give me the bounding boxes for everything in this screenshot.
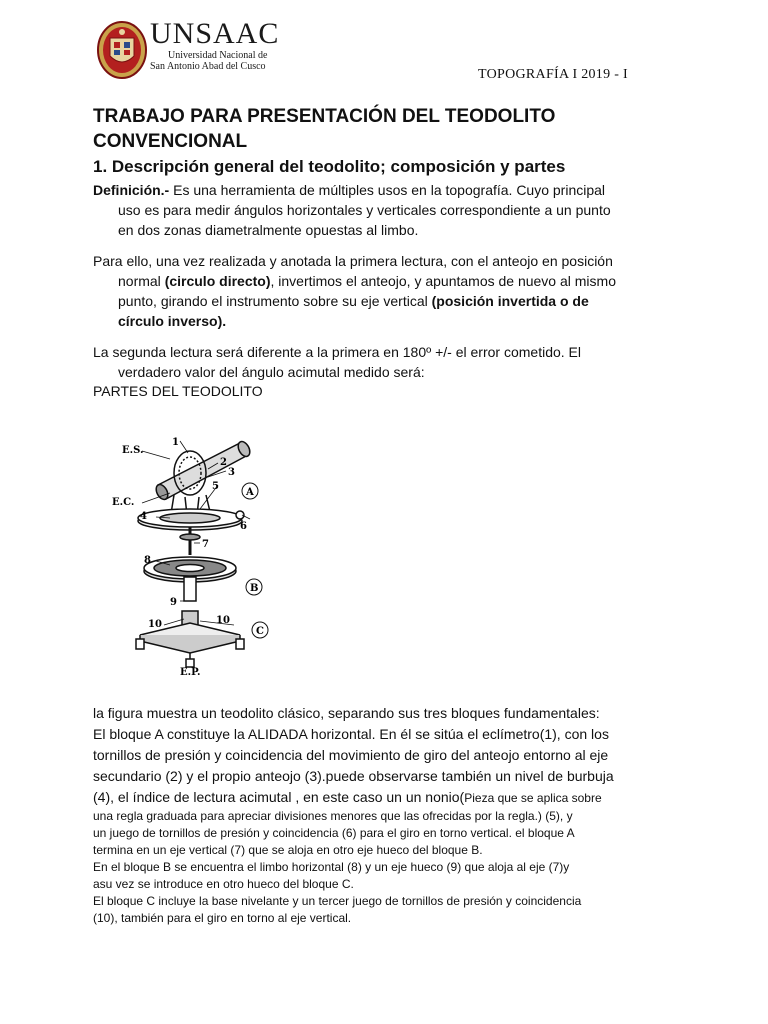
desc-line-10: asu vez se introduce en otro hueco del bloque C. (93, 877, 354, 891)
alidade-disc-drawing (138, 509, 244, 555)
figure-label-8: 8 (144, 555, 151, 566)
course-label: TOPOGRAFÍA I 2019 - I (478, 67, 628, 82)
definition-line-2: uso es para medir ángulos horizontales y verticales correspondiente a un punto (118, 202, 611, 218)
desc-line-5a: (4), el índice de lectura acimutal , en este caso un un nonio( (93, 789, 465, 805)
figure-label-2: 2 (220, 457, 227, 468)
figure-label-3: 3 (228, 467, 235, 478)
figure-label-ep: E.P. (180, 667, 201, 678)
definition-paragraph (93, 180, 683, 240)
figure-label-5: 5 (212, 481, 219, 492)
telescope-drawing (154, 440, 252, 520)
figure-label-7: 7 (202, 539, 209, 550)
definition-line-1: Es una herramienta de múltiples usos en la topografía. Cuyo principal (169, 182, 606, 198)
desc-line-3: tornillos de presión y coincidencia del movimiento de giro del anteojo entorno al eje (93, 747, 609, 763)
document-title: TRABAJO PARA PRESENTACIÓN DEL TEODOLITO CONVENCIONAL (93, 106, 556, 152)
desc-line-8: termina en un eje vertical (7) que se aloja en otro eje hueco del bloque B. (93, 843, 483, 857)
figure-label-1: 1 (172, 437, 179, 448)
desc-line-6: una regla graduada para apreciar divisiones menores que las ofrecidas por la regla.) (5), y (93, 809, 573, 823)
figure-label-10-left: 10 (148, 619, 162, 630)
definition-line-3: en dos zonas diametralmente opuestas al limbo. (118, 222, 419, 238)
figure-label-es: E.S. (122, 445, 144, 456)
figure-description (93, 703, 683, 927)
desc-line-5b: Pieza que se aplica sobre (464, 791, 602, 805)
procedure-line-3a: punto, girando el instrumento sobre su eje vertical (118, 293, 432, 309)
procedure-bold-inverse: círculo inverso). (118, 313, 227, 329)
figure-label-c: C (256, 626, 264, 637)
desc-line-12: (10), también para el giro en torno al eje vertical. (93, 911, 352, 925)
figure-label-b: B (250, 583, 259, 594)
desc-line-9: En el bloque B se encuentra el limbo horizontal (8) y un eje hueco (9) que aloja al eje (7)y (93, 860, 570, 874)
brand-name: UNSAAC (150, 17, 280, 50)
brand-subtitle-2: San Antonio Abad del Cusco (150, 61, 266, 72)
reading-paragraph (93, 342, 683, 382)
procedure-paragraph (93, 251, 683, 331)
section-heading: 1. Descripción general del teodolito; composición y partes (93, 157, 566, 176)
desc-line-2: El bloque A constituye la ALIDADA horizontal. En él se sitúa el eclímetro(1), con los (93, 726, 609, 742)
procedure-line-1: Para ello, una vez realizada y anotada la primera lectura, con el anteojo en posición (93, 253, 613, 269)
reading-line-1: La segunda lectura será diferente a la primera en 180º +/- el error cometido. El (93, 344, 581, 360)
desc-line-11: El bloque C incluye la base nivelante y un tercer juego de tornillos de presión y coincidencia (93, 894, 582, 908)
figure-label-10-right: 10 (216, 615, 230, 626)
figure-label-9: 9 (170, 597, 177, 608)
desc-line-1: la figura muestra un teodolito clásico, separando sus tres bloques fundamentales: (93, 705, 600, 721)
desc-line-7: un juego de tornillos de presión y coincidencia (6) para el giro en torno vertical. el bloque A (93, 826, 575, 840)
brand-block (150, 18, 279, 72)
limbo-disc-drawing (144, 557, 236, 601)
figure-label-a: A (246, 487, 254, 498)
procedure-line-2a: normal (118, 273, 165, 289)
figure-label-ec: E.C. (112, 497, 135, 508)
theodolite-figure (100, 425, 280, 690)
procedure-line-2c: , invertimos el anteojo, y apuntamos de nuevo al mismo (270, 273, 616, 289)
figure-label-6: 6 (240, 521, 247, 532)
desc-line-4: secundario (2) y el propio anteojo (3).puede observarse también un nivel de burbuja (93, 768, 614, 784)
procedure-bold-direct: (circulo directo) (164, 273, 271, 289)
brand-subtitle-1: Universidad Nacional de (168, 50, 268, 61)
university-seal-logo (96, 20, 148, 80)
definition-term: Definición.- (93, 182, 170, 198)
figure-label-4: 4 (140, 511, 147, 522)
parts-heading: PARTES DEL TEODOLITO (93, 383, 263, 399)
reading-line-2: verdadero valor del ángulo acimutal medido será: (118, 364, 425, 380)
procedure-bold-inverted: (posición invertida o de (431, 293, 589, 309)
